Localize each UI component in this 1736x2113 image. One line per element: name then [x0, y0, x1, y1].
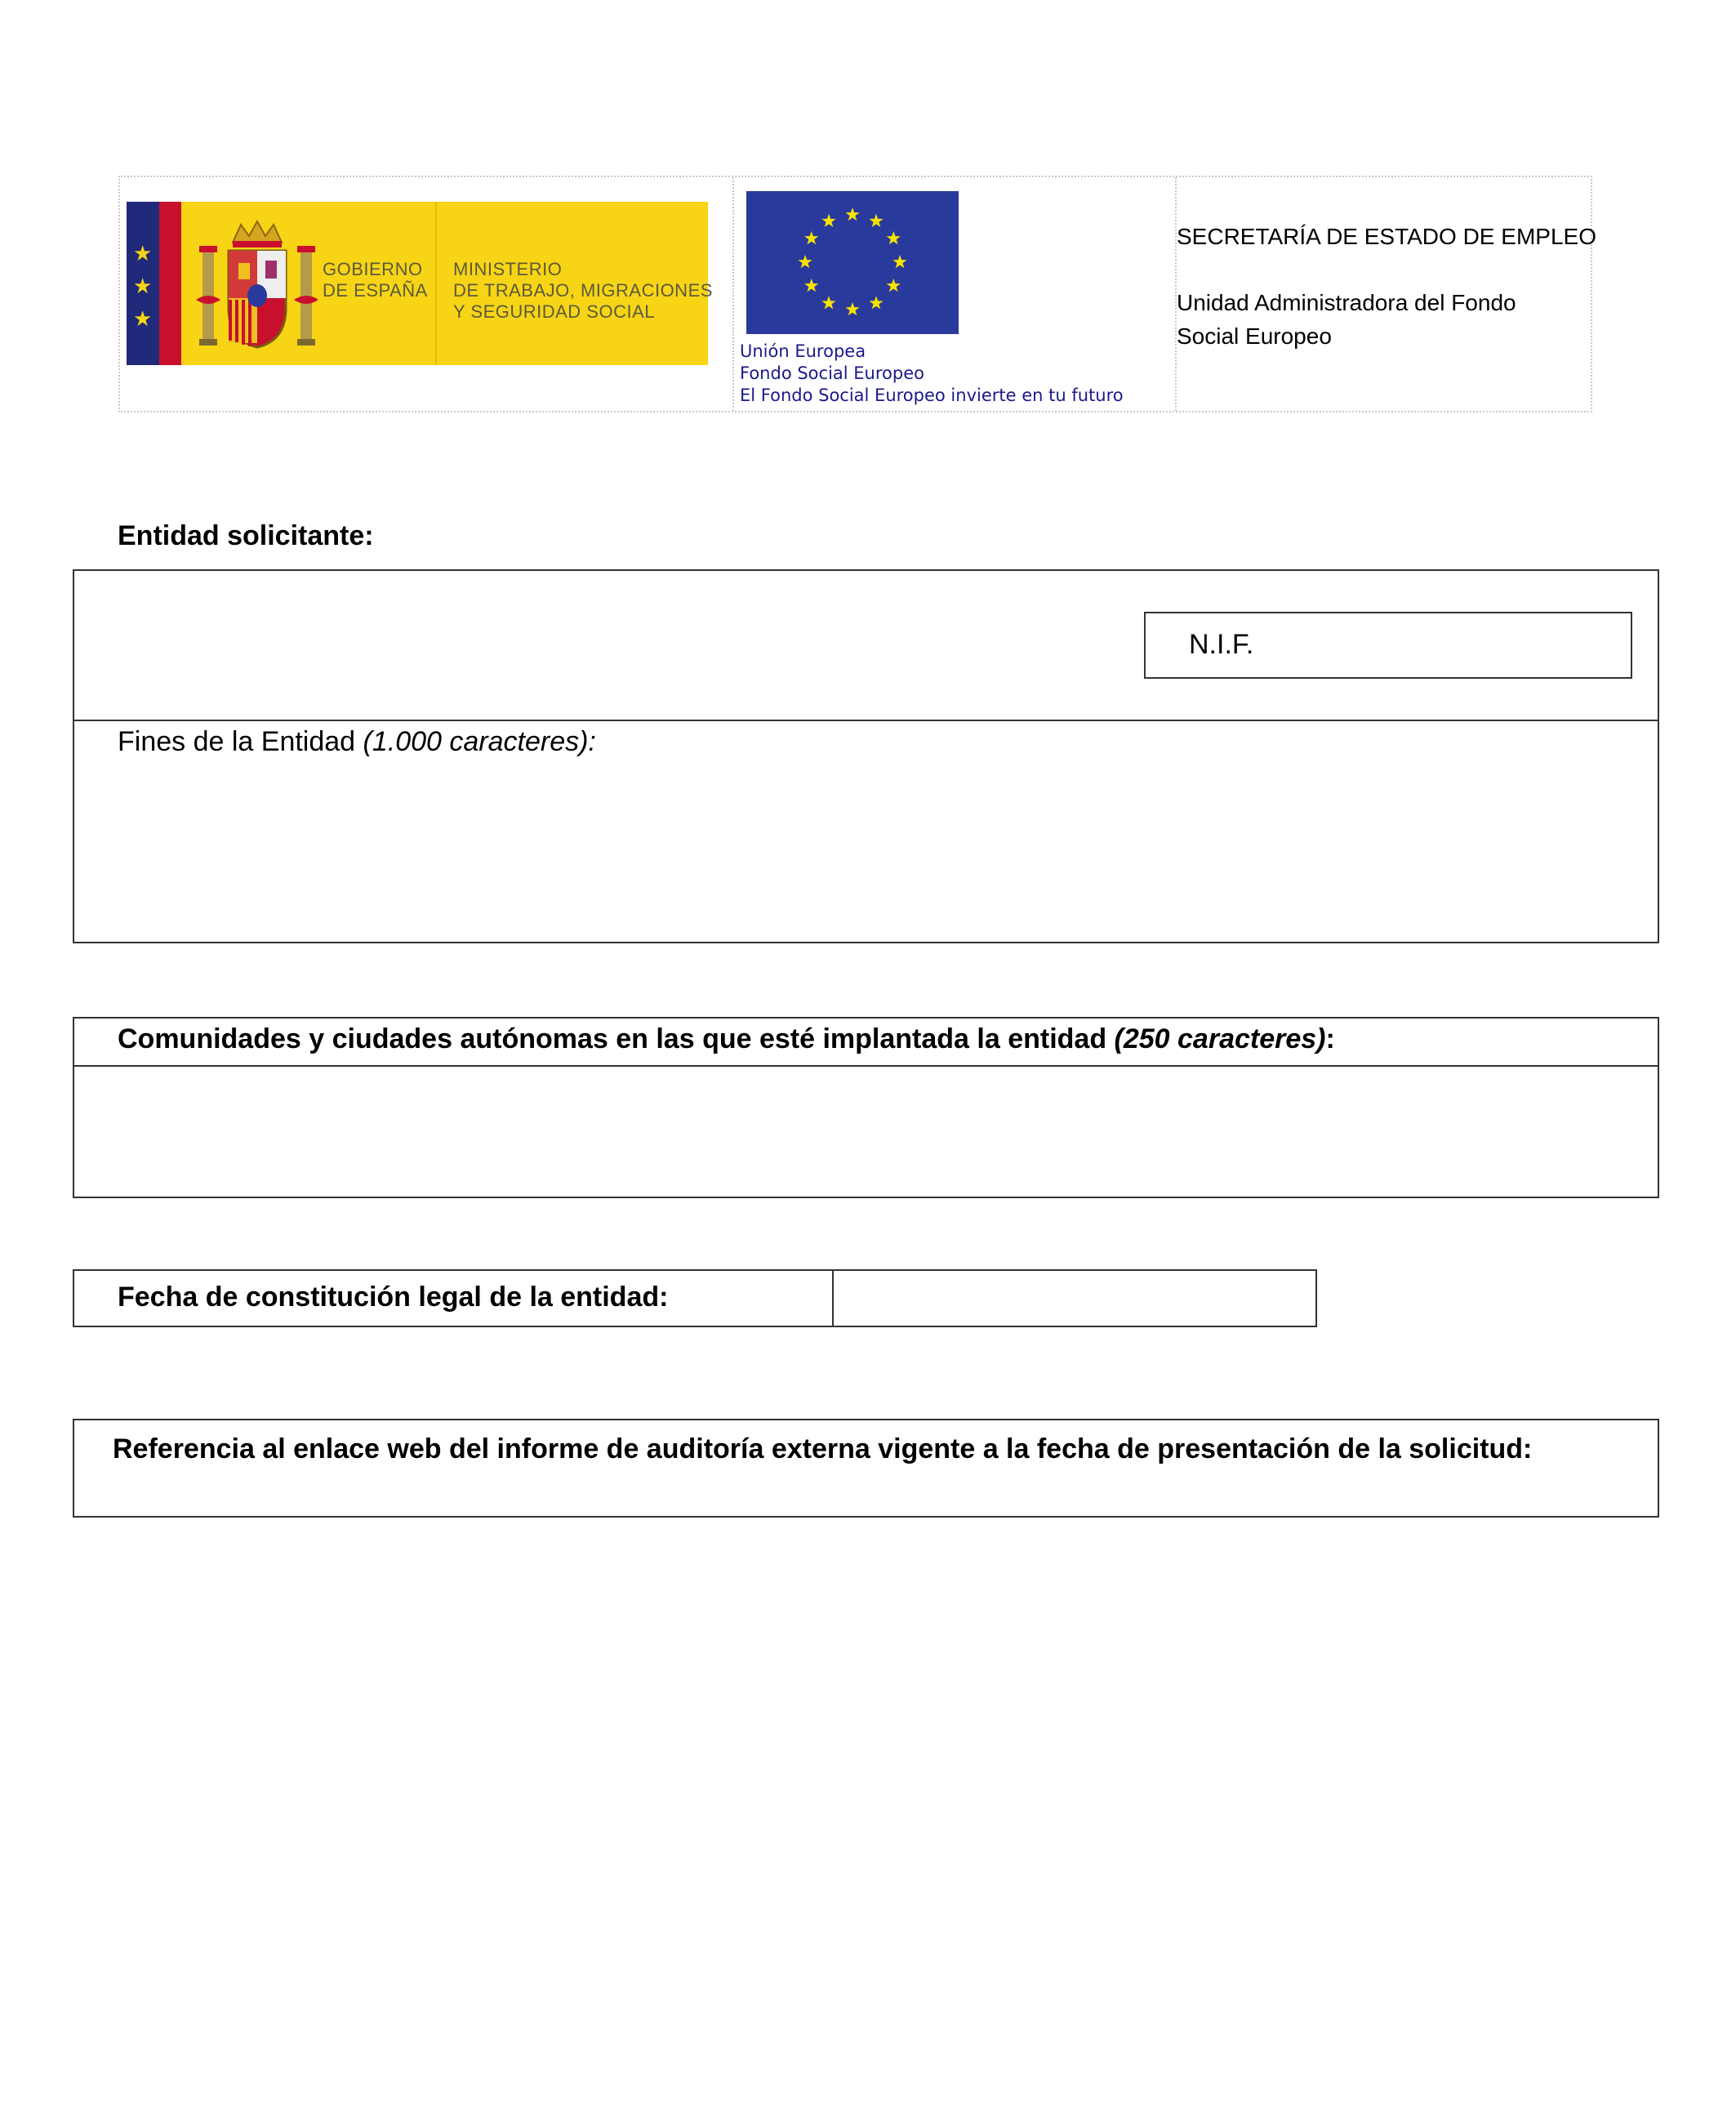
gobierno-espana-text: GOBIERNO DE ESPAÑA	[323, 259, 428, 301]
comunidades-hint: (250 caracteres)	[1114, 1023, 1326, 1054]
entidad-name-field[interactable]	[82, 579, 1128, 710]
eu-caption-line-1: Unión Europea	[740, 341, 866, 361]
coat-of-arms-icon	[196, 218, 318, 353]
logo-divider	[435, 202, 437, 365]
fines-label-text: Fines de la Entidad	[118, 726, 363, 757]
secretaria-cell	[1177, 177, 1596, 411]
eu-logo-cell	[734, 177, 1177, 411]
referencia-field[interactable]	[82, 1478, 1650, 1514]
star-icon: ★	[133, 306, 153, 331]
fecha-field[interactable]	[838, 1274, 1311, 1323]
secretaria-block	[1177, 220, 1596, 353]
fines-field[interactable]	[82, 775, 1650, 934]
fecha-label: Fecha de constitución legal de la entidad:	[118, 1282, 669, 1313]
star-icon: ★	[133, 274, 153, 298]
comunidades-box	[73, 1017, 1659, 1198]
eu-caption-line-2: Fondo Social Europeo	[740, 363, 924, 383]
spacer	[1177, 253, 1596, 286]
nif-label: N.I.F.	[1189, 629, 1254, 660]
comunidades-field[interactable]	[82, 1072, 1650, 1190]
nif-field[interactable]	[1144, 612, 1632, 679]
unidad-line-1: Unidad Administradora del Fondo	[1177, 290, 1516, 315]
comunidades-colon: :	[1325, 1023, 1335, 1054]
unidad-line-2: Social Europeo	[1177, 323, 1332, 349]
comunidades-label	[118, 1023, 1335, 1055]
referencia-label: Referencia al enlace web del informe de auditoría externa vigente a la fecha de presentación de la solicitud:	[113, 1433, 1533, 1464]
secretaria-title: SECRETARÍA DE ESTADO DE EMPLEO	[1177, 224, 1596, 249]
flag-stripe-red	[159, 202, 181, 365]
comunidades-label-text: Comunidades y ciudades autónomas en las que esté implantada la entidad	[118, 1023, 1115, 1054]
fines-hint: (1.000 caracteres):	[363, 726, 596, 757]
eu-caption-line-3: El Fondo Social Europeo invierte en tu futuro	[740, 386, 1124, 405]
eu-caption	[740, 341, 1124, 407]
gobierno-espana-logo	[127, 202, 713, 365]
eu-flag-icon	[746, 191, 959, 334]
fines-label	[118, 726, 596, 758]
star-icon: ★	[133, 241, 153, 265]
entidad-solicitante-label: Entidad solicitante:	[118, 520, 374, 551]
referencia-box	[73, 1419, 1659, 1518]
ministerio-text: MINISTERIO DE TRABAJO, MIGRACIONES Y SEGURIDAD SOCIAL	[453, 259, 713, 322]
fecha-box	[73, 1269, 1317, 1327]
flag-stripe-blue	[127, 202, 159, 365]
divider	[74, 720, 1658, 721]
entidad-box	[73, 569, 1659, 943]
gov-logo-cell	[120, 177, 734, 411]
letterhead	[118, 176, 1596, 412]
divider	[832, 1271, 834, 1326]
divider	[74, 1065, 1658, 1067]
